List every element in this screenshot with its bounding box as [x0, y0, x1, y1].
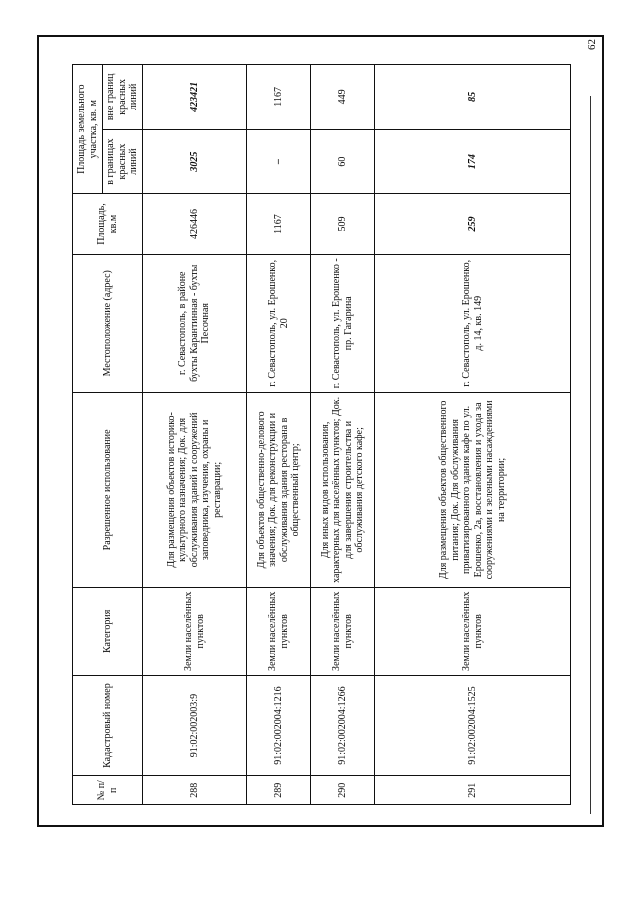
cell-cadastral: 91:02:002004:1525 [375, 675, 571, 776]
cell-outside-red: 449 [311, 65, 375, 130]
land-plots-table [72, 64, 571, 805]
header-area: Площадь, кв.м [73, 194, 143, 254]
header-permitted-use: Разрешенное использование [73, 392, 143, 587]
cell-inside-red: – [247, 129, 311, 194]
table-row [143, 65, 247, 805]
cell-area: 426446 [143, 194, 247, 254]
header-category: Категория [73, 587, 143, 675]
cell-area: 1167 [247, 194, 311, 254]
header-cadastral: Кадастровый номер [73, 675, 143, 776]
header-inside-red-lines: в границах красных линий [103, 129, 143, 194]
header-outside-red-lines: вне границ красных линий [103, 65, 143, 130]
cell-permitted-use: Для иных видов использования, характерных для населённых пунктов; Док. для завершения строительства и обслуживания детского кафе; [311, 392, 375, 587]
cell-inside-red: 3025 [143, 129, 247, 194]
margin-rule [590, 96, 591, 814]
land-plots-table-container [72, 64, 570, 805]
header-location: Местоположение (адрес) [73, 254, 143, 392]
header-num: № п/п [73, 776, 143, 805]
cell-location: г. Севастополь, ул. Ерошенко, 20 [247, 254, 311, 392]
cell-location: г. Севастополь, в районе бухты Карантинная - бухты Песочная [143, 254, 247, 392]
cell-outside-red: 85 [375, 65, 571, 130]
cell-location: г. Севастополь, ул. Ерошенко, д. 14, кв. 149 [375, 254, 571, 392]
cell-category: Земли населённых пунктов [247, 587, 311, 675]
cell-category: Земли населённых пунктов [375, 587, 571, 675]
cell-permitted-use: Для объектов общественно-делового значения; Док. для реконструкции и обслуживания здания ресторана в общественный центр; [247, 392, 311, 587]
cell-cadastral: 91:02:002003:9 [143, 675, 247, 776]
cell-num: 291 [375, 776, 571, 805]
cell-cadastral: 91:02:002004:1266 [311, 675, 375, 776]
cell-num: 290 [311, 776, 375, 805]
cell-category: Земли населённых пунктов [311, 587, 375, 675]
table-row [311, 65, 375, 805]
cell-location: г. Севастополь, ул. Ерошенко - пр. Гагарина [311, 254, 375, 392]
cell-permitted-use: Для размещения объектов историко-культурного назначения; Док. для обслуживания зданий и сооружений заповедника, изучения, охраны и реставрации; [143, 392, 247, 587]
cell-num: 289 [247, 776, 311, 805]
cell-inside-red: 60 [311, 129, 375, 194]
table-row [247, 65, 311, 805]
cell-area: 509 [311, 194, 375, 254]
cell-permitted-use: Для размещения объектов общественного питания; Док. Для обслуживания приватизированного здания кафе по ул. Ерошенко, 2а, восстановления и ухода за сооружениями и зелеными насаждениями на территории; [375, 392, 571, 587]
header-land-area: Площадь земельного участка, кв. м [73, 65, 103, 194]
cell-outside-red: 1167 [247, 65, 311, 130]
page-number: 62 [586, 39, 598, 50]
table-row [375, 65, 571, 805]
cell-category: Земли населённых пунктов [143, 587, 247, 675]
cell-area: 259 [375, 194, 571, 254]
cell-num: 288 [143, 776, 247, 805]
cell-cadastral: 91:02:002004:1216 [247, 675, 311, 776]
cell-inside-red: 174 [375, 129, 571, 194]
cell-outside-red: 423421 [143, 65, 247, 130]
